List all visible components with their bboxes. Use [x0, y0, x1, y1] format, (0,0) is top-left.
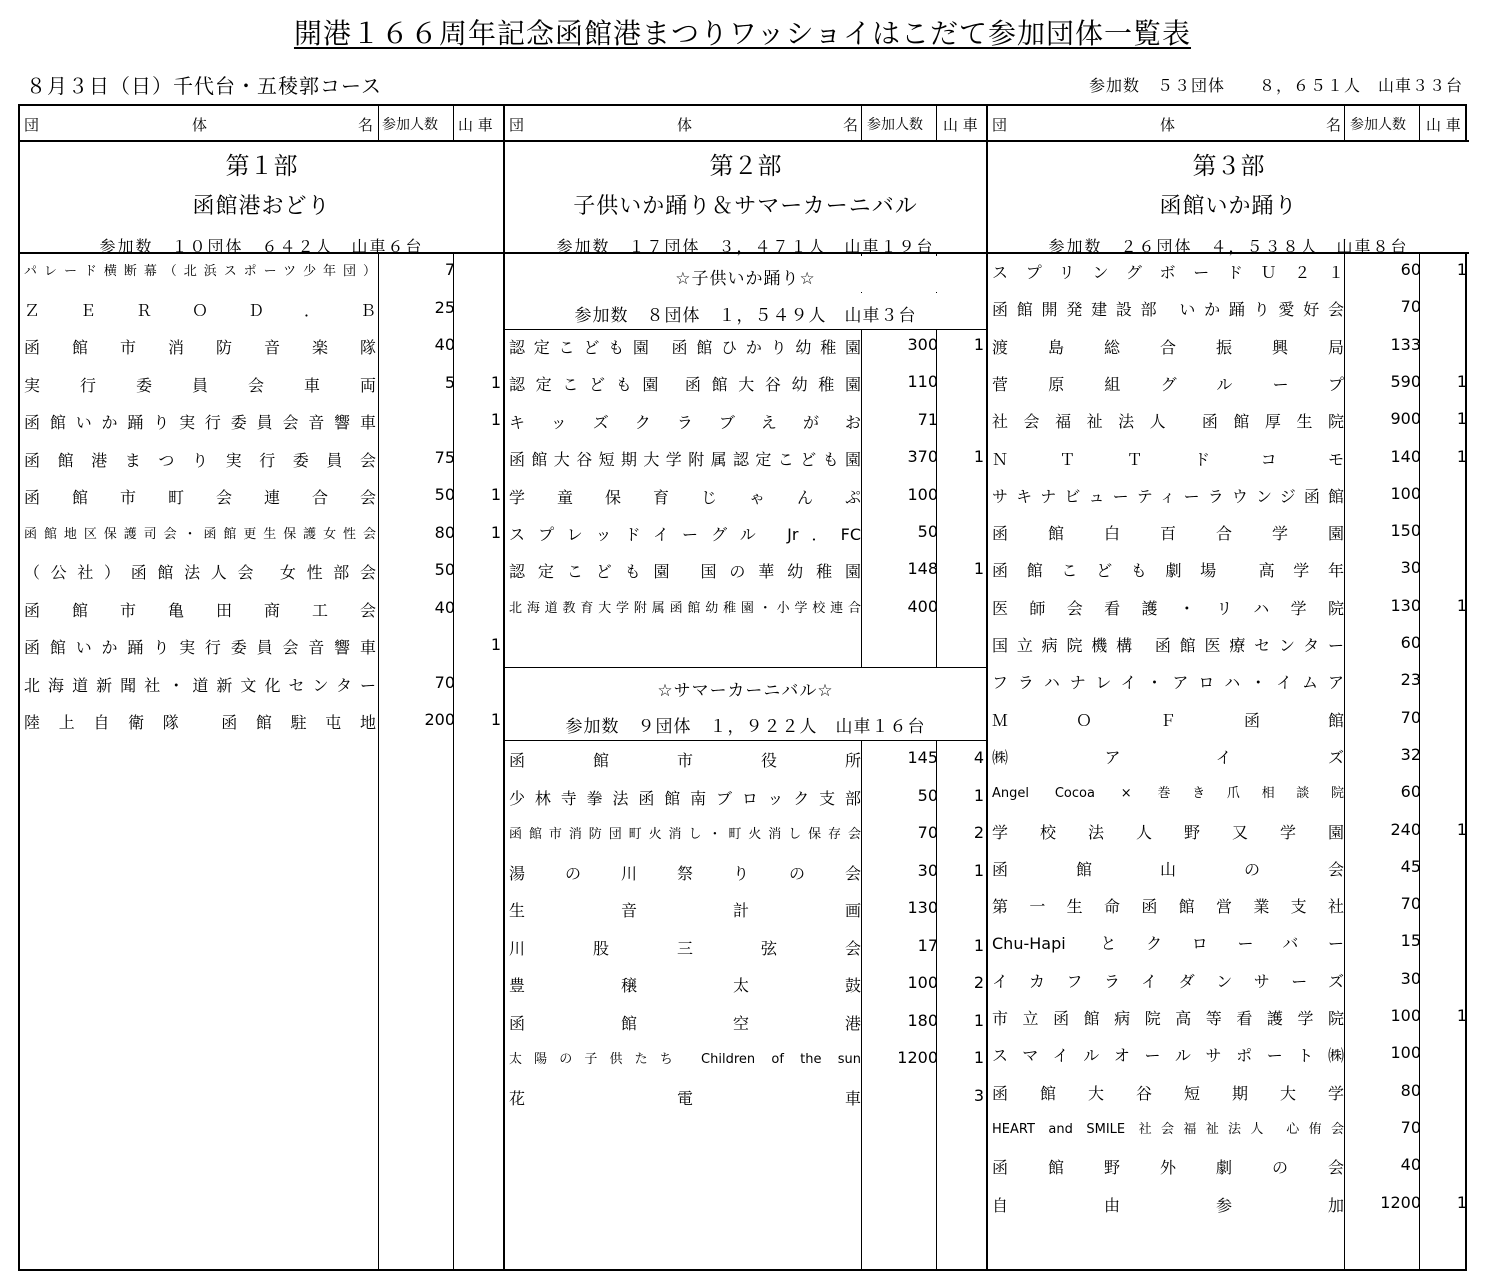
table-row	[505, 368, 986, 398]
section-name: 函館港おどり	[192, 194, 331, 219]
table-row	[988, 1114, 1469, 1144]
table-row	[988, 592, 1469, 622]
column-header	[505, 106, 986, 142]
people-count: 400	[907, 596, 938, 616]
participants-table	[18, 104, 1467, 1271]
people-count: 70	[1400, 297, 1421, 317]
group-name: Chu-Hapi とクローバー	[992, 934, 1344, 954]
people-count: 180	[907, 1010, 938, 1030]
float-count: 1	[1456, 819, 1467, 839]
group-name: 函館市亀田商工会	[24, 600, 376, 620]
group-name: 太陽の子供たち Children of the sun	[509, 1052, 861, 1068]
table-row	[988, 890, 1469, 920]
people-count: 70	[1400, 1117, 1421, 1137]
people-count: 60	[1400, 633, 1421, 652]
group-name: フラハナレイ・アロハ・イムア	[992, 673, 1344, 693]
group-name: 函館地区保護司会・函館更生保護女性会	[24, 526, 376, 542]
section-number: 第３部	[1192, 152, 1265, 180]
header-group-label: 名	[358, 116, 374, 134]
group-name: 認定こども園 国の華幼稚園	[509, 562, 861, 582]
people-count: 30	[1400, 558, 1421, 578]
people-count: 100	[1390, 483, 1421, 503]
group-name: 北海道教育大学附属函館幼稚園・小学校連合	[509, 600, 861, 616]
subsection-title	[505, 668, 986, 704]
column-header	[20, 106, 503, 142]
float-count: 1	[1456, 260, 1467, 279]
float-count: 4	[973, 748, 984, 768]
people-count: 7	[444, 260, 455, 279]
section-name: 函館いか踊り	[1159, 194, 1298, 219]
table-row	[505, 331, 986, 361]
group-name: Angel Cocoa × 巻き爪相談院	[992, 786, 1344, 802]
people-count: 50	[917, 785, 938, 805]
group-name: スマイルオールサポート㈱	[992, 1046, 1344, 1066]
group-name: HEART and SMILE 社会福祉法人 心侑会	[992, 1121, 1344, 1137]
float-count: 1	[973, 1010, 984, 1030]
table-row	[505, 593, 986, 623]
table-row	[988, 704, 1469, 734]
group-name: 函館市消防団町火消し・町火消し保存会	[509, 827, 861, 843]
table-row	[988, 256, 1469, 286]
people-count: 100	[907, 484, 938, 504]
table-row	[505, 1082, 986, 1112]
people-count: 70	[1400, 707, 1421, 727]
header-group-label: 体	[677, 116, 693, 134]
people-count: 150	[1390, 521, 1421, 541]
people-count: 30	[1400, 968, 1421, 988]
group-name: 函館市町会連合会	[24, 488, 376, 507]
group-name: 国立病院機構 函館医療センター	[992, 636, 1344, 655]
group-name: 函館野外劇の会	[992, 1158, 1344, 1178]
group-name: 函館いか踊り実行委員会音響車	[24, 413, 376, 432]
people-count: 50	[434, 485, 455, 504]
group-name: ＮＴＴドコモ	[992, 449, 1344, 469]
group-name: 学童保育じゃんぷ	[509, 487, 861, 507]
group-name: 函館こども劇場 高学年	[992, 561, 1344, 581]
table-row	[20, 481, 503, 511]
table-row	[988, 517, 1469, 547]
people-count: 148	[907, 559, 938, 579]
section-number: 第２部	[709, 152, 782, 180]
table-row	[988, 293, 1469, 323]
people-count: 40	[434, 335, 455, 354]
table-row	[505, 555, 986, 585]
table-row	[505, 1007, 986, 1037]
header-group-label: 体	[192, 116, 208, 134]
table-row	[988, 666, 1469, 696]
people-count: 80	[1400, 1080, 1421, 1100]
group-name: 函館山の会	[992, 859, 1344, 879]
group-name: 函館大谷短期大学	[992, 1083, 1344, 1103]
group-name: 函館白百合学園	[992, 524, 1344, 544]
people-count: 140	[1390, 446, 1421, 466]
float-count: 1	[490, 635, 501, 654]
subsection-participation	[505, 704, 986, 741]
people-count: 110	[907, 372, 938, 392]
group-name: 実行委員会車両	[24, 375, 376, 395]
people-count: 200	[424, 710, 455, 729]
table-row	[505, 744, 986, 774]
people-count: 300	[907, 335, 938, 354]
table-row	[505, 857, 986, 887]
float-count: 2	[973, 973, 984, 993]
float-count: 1	[1456, 409, 1467, 429]
group-name: 市立函館病院高等看護学院	[992, 1009, 1344, 1028]
subsection-participation-text: 参加数 ９団体 １，９２２人 山車１６台	[565, 717, 926, 738]
group-name: 函館いか踊り実行委員会音響車	[24, 638, 376, 657]
people-count: 70	[1400, 894, 1421, 914]
section-header	[505, 142, 986, 254]
group-name: 北海道新聞社・道新文化センター	[24, 675, 376, 695]
table-row	[988, 816, 1469, 846]
people-count: 15	[1400, 931, 1421, 951]
header-people-label: 参加人数	[1350, 117, 1406, 133]
header-group-label: 体	[1160, 116, 1176, 134]
group-name: 第一生命函館営業支社	[992, 897, 1344, 917]
float-count: 1	[1456, 1192, 1467, 1212]
people-count: 130	[1390, 595, 1421, 615]
group-name: 生音計画	[509, 901, 861, 921]
float-count: 1	[1456, 446, 1467, 466]
header-group-label: 団	[509, 116, 525, 134]
section-name: 子供いか踊り＆サマーカーニバル	[573, 194, 918, 219]
group-name: 社会福祉法人 函館厚生院	[992, 412, 1344, 432]
header-group-label: 団	[24, 116, 40, 134]
table-row	[988, 853, 1469, 883]
float-count: 1	[973, 1048, 984, 1068]
table-row	[988, 1002, 1469, 1032]
people-count: 60	[1400, 260, 1421, 279]
table-row	[505, 932, 986, 962]
subsection-title	[505, 256, 986, 292]
table-row	[988, 778, 1469, 808]
table-row	[505, 443, 986, 473]
group-name: キッズクラブえがお	[509, 412, 861, 432]
table-row	[988, 741, 1469, 771]
table-row	[988, 554, 1469, 584]
subsection-participation	[505, 293, 986, 330]
header-group-label: 団	[992, 116, 1008, 134]
section-participation: 参加数 ２６団体 ４，５３８人 山車８台	[1048, 237, 1409, 256]
table-row	[988, 480, 1469, 510]
table-row	[505, 819, 986, 849]
float-count: 1	[1456, 595, 1467, 615]
group-name: 認定こども園 函館大谷幼稚園	[509, 375, 861, 395]
people-count: 40	[434, 597, 455, 617]
group-name: 医師会看護・リハ学院	[992, 598, 1344, 618]
people-count: 17	[917, 935, 938, 955]
section-1-column	[20, 106, 503, 1269]
float-count: 1	[490, 710, 501, 729]
group-name: ＭＯＦ函館	[992, 710, 1344, 730]
section-number: 第１部	[225, 152, 298, 180]
group-name: 函館大谷短期大学附属認定こども園	[509, 450, 861, 470]
table-row	[20, 556, 503, 586]
column-header	[988, 106, 1469, 142]
subsection-participation-text: 参加数 ８団体 １，５４９人 山車３台	[574, 306, 917, 326]
float-count: 1	[973, 559, 984, 579]
float-count: 1	[1456, 1006, 1467, 1025]
people-count: 25	[434, 297, 455, 317]
section-3-column	[986, 106, 1469, 1269]
header-float-label: 山 車	[458, 116, 493, 134]
group-name: スプリングボードＵ２１	[992, 263, 1344, 282]
people-count: 370	[907, 447, 938, 467]
people-count: 40	[1400, 1155, 1421, 1175]
people-count: 45	[1400, 856, 1421, 876]
table-row	[988, 1151, 1469, 1181]
group-name: 函館開発建設部 いか踊り愛好会	[992, 300, 1344, 320]
float-count: 1	[490, 485, 501, 504]
people-count: 145	[907, 748, 938, 768]
table-row	[988, 405, 1469, 435]
table-row	[20, 594, 503, 624]
table-row	[988, 368, 1469, 398]
people-count: 240	[1390, 819, 1421, 839]
people-count: 70	[917, 823, 938, 843]
float-count: 1	[973, 447, 984, 467]
table-row	[988, 1189, 1469, 1219]
group-name: （公社）函館法人会 女性部会	[24, 563, 376, 582]
float-count: 1	[1456, 371, 1467, 391]
people-count: 130	[907, 898, 938, 918]
group-name: 花電車	[509, 1088, 861, 1108]
table-row	[505, 1044, 986, 1074]
header-group-label: 名	[843, 116, 859, 134]
group-name: スプレッドイーグル Jr．FC	[509, 525, 861, 544]
table-row	[505, 782, 986, 812]
people-count: 80	[434, 522, 455, 542]
table-row	[20, 706, 503, 736]
total-summary: 参加数 ５３団体 ８，６５１人 山車３３台	[1088, 76, 1463, 95]
people-count: 70	[434, 672, 455, 692]
people-count: 50	[434, 560, 455, 579]
group-name: 認定こども園 函館ひかり幼稚園	[509, 338, 861, 357]
group-name: 自由参加	[992, 1195, 1344, 1215]
float-count: 1	[490, 522, 501, 542]
group-name: 陸上自衛隊 函館駐屯地	[24, 713, 376, 732]
people-count: 133	[1390, 334, 1421, 354]
header-people-label: 参加人数	[867, 117, 923, 133]
people-count: 23	[1400, 670, 1421, 690]
subsection-title-text: ☆サマーカーニバル☆	[657, 681, 834, 702]
people-count: 60	[1400, 782, 1421, 802]
float-count: 1	[973, 860, 984, 880]
group-name: パレード横断幕（北浜スポーツ少年団）	[24, 264, 376, 279]
table-row	[20, 406, 503, 436]
subsection-title-text: ☆子供いか踊り☆	[675, 269, 816, 289]
document-title: 開港１６６周年記念函館港まつりワッショイはこだて参加団体一覧表	[293, 17, 1192, 50]
header-people-label: 参加人数	[382, 117, 438, 133]
people-count: 1200	[1380, 1192, 1421, 1212]
people-count: 900	[1390, 409, 1421, 429]
table-row	[505, 481, 986, 511]
group-name: イカフライダンサーズ	[992, 971, 1344, 991]
table-row	[988, 1039, 1469, 1069]
section-participation: 参加数 １０団体 ６４２人 山車６台	[99, 237, 424, 256]
float-count: 1	[490, 372, 501, 392]
group-name: 函館空港	[509, 1013, 861, 1033]
people-count: 71	[917, 409, 938, 429]
group-name: サキナビューティーラウンジ函館	[992, 486, 1344, 506]
table-row	[20, 369, 503, 399]
table-row	[505, 518, 986, 548]
section-header	[20, 142, 503, 254]
float-count: 1	[490, 410, 501, 429]
table-row	[20, 669, 503, 699]
float-count: 1	[973, 335, 984, 354]
table-row	[988, 1077, 1469, 1107]
group-name: 菅原組グループ	[992, 374, 1344, 394]
header-float-label: 山 車	[1426, 116, 1461, 134]
table-row	[20, 631, 503, 661]
section-header	[988, 142, 1469, 254]
group-name: 函館市消防音楽隊	[24, 338, 376, 357]
people-count: 50	[917, 522, 938, 541]
float-count: 3	[973, 1085, 984, 1105]
table-row	[988, 927, 1469, 957]
table-row	[20, 519, 503, 549]
group-name: 函館市役所	[509, 751, 861, 771]
people-count: 100	[907, 973, 938, 993]
float-count: 1	[973, 785, 984, 805]
group-name: 川股三弦会	[509, 938, 861, 958]
table-row	[20, 256, 503, 286]
people-count: 5	[444, 372, 455, 392]
group-name: ㈱アイズ	[992, 747, 1344, 767]
table-row	[20, 294, 503, 324]
table-row	[988, 331, 1469, 361]
group-name: 少林寺拳法函館南ブロック支部	[509, 788, 861, 808]
group-name: ＺＥＲＯＤ．Ｂ	[24, 300, 376, 320]
course-label: ８月３日（日）千代台・五稜郭コース	[26, 74, 382, 98]
people-count: 75	[434, 447, 455, 467]
group-name: 豊穣太鼓	[509, 976, 861, 996]
people-count: 100	[1390, 1006, 1421, 1025]
header-float-label: 山 車	[943, 116, 978, 134]
group-name: 学校法人野又学園	[992, 822, 1344, 842]
table-row	[988, 965, 1469, 995]
group-name: 函館港まつり実行委員会	[24, 450, 376, 470]
people-count: 100	[1390, 1043, 1421, 1063]
group-name: 渡島総合振興局	[992, 337, 1344, 357]
header-group-label: 名	[1326, 116, 1342, 134]
group-name: 湯の川祭りの会	[509, 863, 861, 883]
table-row	[505, 969, 986, 999]
people-count: 30	[917, 860, 938, 880]
people-count: 32	[1400, 744, 1421, 764]
float-count: 2	[973, 823, 984, 843]
table-row	[20, 444, 503, 474]
table-row	[988, 629, 1469, 659]
section-participation: 参加数 １７団体 ３，４７１人 山車１９台	[556, 237, 935, 256]
table-row	[988, 443, 1469, 473]
table-row	[505, 406, 986, 436]
table-row	[20, 331, 503, 361]
float-count: 1	[973, 935, 984, 955]
table-row	[505, 894, 986, 924]
section-2-column	[503, 106, 986, 1269]
people-count: 1200	[897, 1048, 938, 1068]
people-count: 590	[1390, 371, 1421, 391]
